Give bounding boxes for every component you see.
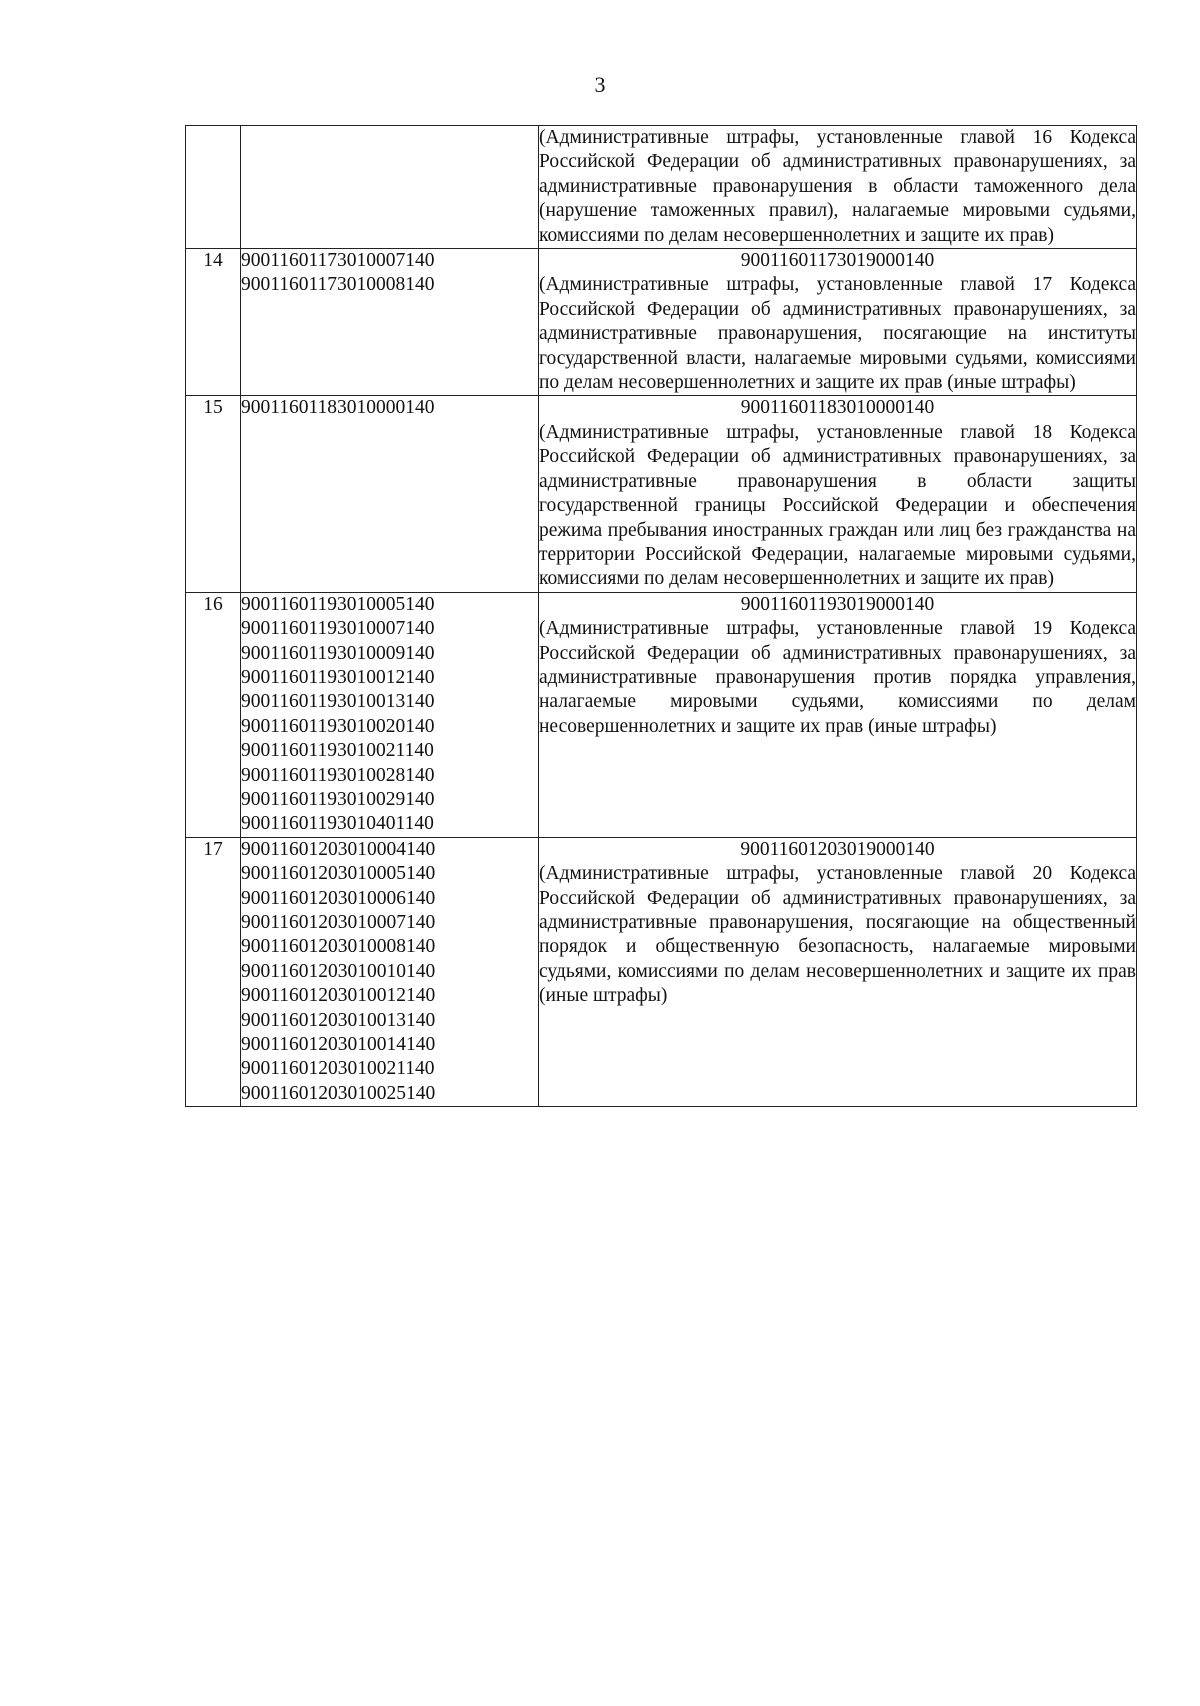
table-body: [186, 126, 1137, 1107]
old-budget-code: 90011601203010007140: [241, 912, 436, 933]
old-budget-code: 90011601193010007140: [241, 618, 435, 640]
new-budget-code: 90011601193019000140: [740, 593, 935, 615]
old-budget-code: 90011601173010008140: [241, 274, 435, 296]
table-row: [186, 837, 1137, 1106]
row-number: 15: [186, 396, 241, 592]
row-number: [186, 126, 241, 249]
new-code-cell: [539, 126, 1137, 249]
old-budget-code: 90011601203010008140: [241, 936, 436, 958]
old-budget-code: 90011601193010028140: [241, 764, 435, 786]
old-codes-cell: [241, 592, 539, 837]
old-budget-code: 90011601203010004140: [241, 838, 436, 860]
code-description: (Административные штрафы, установленные главой 20 Кодекса Российской Федерации об административных правонарушениях, за административные правонарушения, посягающие на общественный порядок и общественную безопасность, налагаемые мировыми судьями, комиссиями по делам несовершеннолетних и защите их прав (иные штрафы): [539, 863, 1136, 1007]
old-budget-code: 90011601193010401140: [241, 813, 434, 835]
code-description: (Административные штрафы, установленные главой 17 Кодекса Российской Федерации об административных правонарушениях, за административные правонарушения, посягающие на институты государственной власти, налагаемые мировыми судьями, комиссиями по делам несовершеннолетних и защите их прав (иные штрафы): [539, 274, 1136, 394]
new-code-cell: [539, 249, 1137, 396]
old-codes-cell: [241, 837, 539, 1106]
old-budget-code: 90011601203010006140: [241, 887, 436, 909]
new-code-cell: [539, 837, 1137, 1106]
old-budget-code: 90011601203010025140: [241, 1082, 436, 1104]
code-description: (Административные штрафы, установленные главой 16 Кодекса Российской Федерации об административных правонарушениях, за административные правонарушения в области таможенного дела (нарушение таможенных правил), налагаемые мировыми судьями, комиссиями по делам несовершеннолетних и защите их прав): [539, 127, 1136, 246]
table-row: [186, 249, 1137, 396]
old-budget-code: 90011601203010010140: [241, 960, 436, 982]
old-codes-cell: [241, 396, 539, 592]
new-code-cell: [539, 592, 1137, 837]
old-budget-code: 90011601193010012140: [241, 666, 435, 688]
budget-codes-table: [185, 125, 1137, 1107]
code-description: (Административные штрафы, установленные главой 19 Кодекса Российской Федерации об административных правонарушениях, за административные правонарушения против порядка управления, налагаемые мировыми судьями, комиссиями по делам несовершеннолетних и защите их прав (иные штрафы): [539, 618, 1136, 737]
new-budget-code: 90011601203019000140: [740, 838, 935, 860]
old-budget-code: 90011601173010007140: [241, 250, 435, 272]
new-budget-code: 90011601183010000140: [740, 397, 935, 419]
table-row: [186, 396, 1137, 592]
table-row: [186, 592, 1137, 837]
old-budget-code: 90011601193010029140: [241, 788, 435, 810]
old-budget-code: 90011601193010021140: [241, 740, 434, 762]
old-budget-code: 90011601203010014140: [241, 1034, 436, 1056]
new-budget-code: 90011601173019000140: [740, 250, 935, 272]
old-budget-code: 90011601203010013140: [241, 1009, 436, 1031]
old-codes-cell: [241, 126, 539, 249]
row-number: 14: [186, 249, 241, 396]
page-number: 3: [594, 72, 606, 97]
row-number: 16: [186, 592, 241, 837]
table-row: [186, 126, 1137, 249]
new-code-cell: [539, 396, 1137, 592]
old-budget-code: 90011601193010020140: [241, 715, 435, 737]
old-codes-cell: [241, 249, 539, 396]
code-description: (Административные штрафы, установленные главой 18 Кодекса Российской Федерации об административных правонарушениях, за административные правонарушения в области защиты государственной границы Российской Федерации и обеспечения режима пребывания иностранных граждан или лиц без гражданства на территории Российской Федерации, налагаемые мировыми судьями, комиссиями по делам несовершеннолетних и защите их прав): [539, 421, 1136, 590]
old-budget-code: 90011601203010005140: [241, 863, 436, 885]
old-budget-code: 90011601193010005140: [241, 593, 435, 615]
old-budget-code: 90011601193010009140: [241, 642, 435, 664]
old-budget-code: 90011601193010013140: [241, 691, 435, 713]
old-budget-code: 90011601203010012140: [241, 985, 436, 1007]
old-budget-code: 90011601203010021140: [241, 1058, 435, 1080]
old-budget-code: 90011601183010000140: [241, 397, 435, 419]
row-number: 17: [186, 837, 241, 1106]
